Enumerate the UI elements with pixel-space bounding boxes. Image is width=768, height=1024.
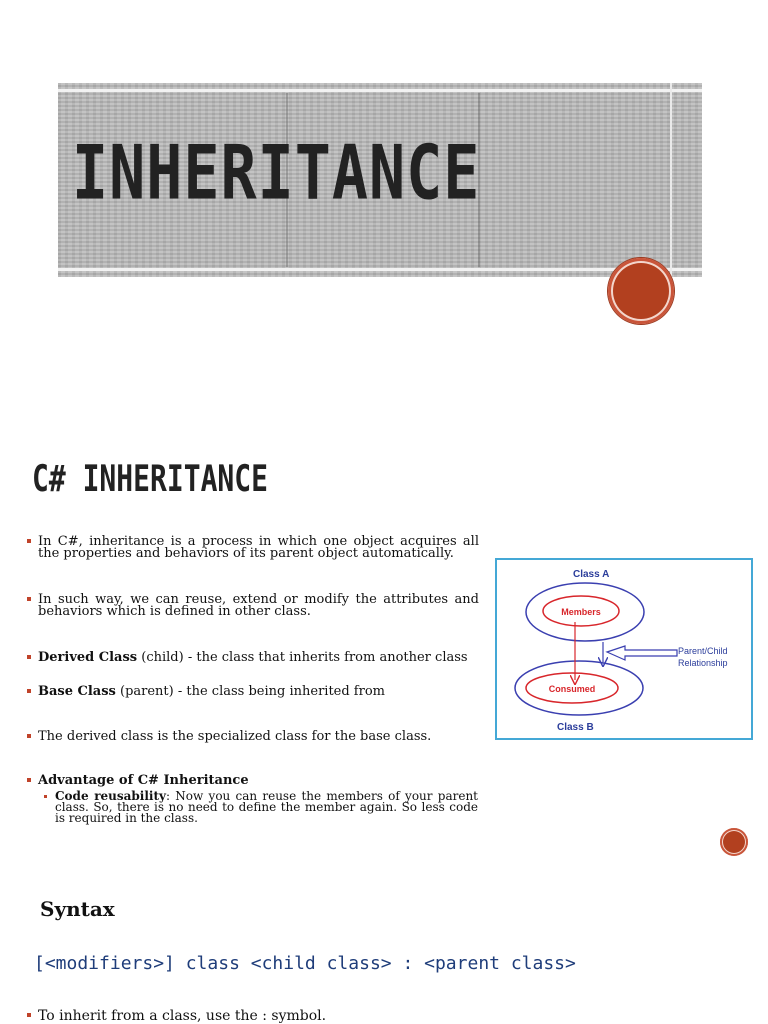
derived-class-definition: (child) - the class that inherits from another class — [137, 650, 468, 665]
relationship-label-line1: Parent/Child — [678, 646, 728, 656]
bullet-marker — [27, 539, 31, 543]
bullet-marker — [27, 1013, 31, 1017]
bullet-marker — [27, 778, 31, 782]
slide-heading: C# INHERITANCE — [32, 457, 269, 501]
decorative-circle — [608, 258, 674, 324]
advantage-title: Advantage of C# Inheritance — [38, 773, 249, 788]
bullet-item — [27, 731, 479, 743]
term-code-reusability: Code reusability — [55, 789, 166, 803]
consumed-label: Consumed — [548, 684, 596, 694]
bullet-marker — [27, 655, 31, 659]
base-class-definition: (parent) - the class being inherited from — [115, 684, 385, 699]
syntax-heading: Syntax — [40, 897, 115, 921]
class-a-label: Class A — [573, 569, 610, 580]
bullet-item — [27, 594, 479, 618]
bullet-marker — [27, 597, 31, 601]
title-slide — [0, 0, 768, 400]
slide-title: INHERITANCE — [72, 129, 481, 218]
banner-stripe-top — [58, 89, 702, 92]
bullet-item — [27, 536, 479, 560]
content-slide — [0, 440, 768, 1024]
term-base-class: Base Class — [38, 684, 116, 699]
bullet-text: In C#, inheritance is a process in which one object acquires all the properties and behaviors of its parent object automatically. — [38, 534, 479, 561]
inheritance-diagram — [495, 558, 753, 740]
bullet-text — [55, 791, 478, 824]
bullet-text — [38, 652, 479, 664]
bullet-item-advantage — [27, 775, 479, 787]
bullet-text: To inherit from a class, use the : symbol. — [38, 1008, 327, 1024]
relationship-label-line2: Relationship — [678, 658, 728, 668]
decorative-circle — [720, 828, 748, 856]
bullet-item — [27, 1009, 479, 1023]
bullet-text — [38, 775, 479, 787]
relationship-arrow-icon — [607, 646, 677, 660]
bullet-marker — [44, 795, 47, 798]
syntax-code: [<modifiers>] class <child class> : <parent class> — [34, 953, 576, 974]
bullet-marker — [27, 689, 31, 693]
bullet-marker — [27, 734, 31, 738]
bullet-item-derived — [27, 652, 479, 664]
term-derived-class: Derived Class — [38, 650, 138, 665]
banner-edge — [670, 83, 672, 277]
diagram-graphic — [497, 560, 755, 742]
bullet-text — [38, 686, 479, 698]
bullet-text: In such way, we can reuse, extend or modify the attributes and behaviors which is defined in other class. — [38, 592, 479, 619]
sub-bullet-item — [44, 791, 478, 824]
members-label: Members — [561, 607, 601, 617]
class-b-label: Class B — [557, 722, 594, 733]
bullet-text: The derived class is the specialized class for the base class. — [38, 729, 432, 744]
banner-stripe-bottom — [58, 268, 702, 271]
bullet-item-base — [27, 686, 479, 698]
code-reusability-text: : Now you can reuse the members of your parent class. So, there is no need to define the member again. So less code is required in the class. — [55, 789, 478, 825]
